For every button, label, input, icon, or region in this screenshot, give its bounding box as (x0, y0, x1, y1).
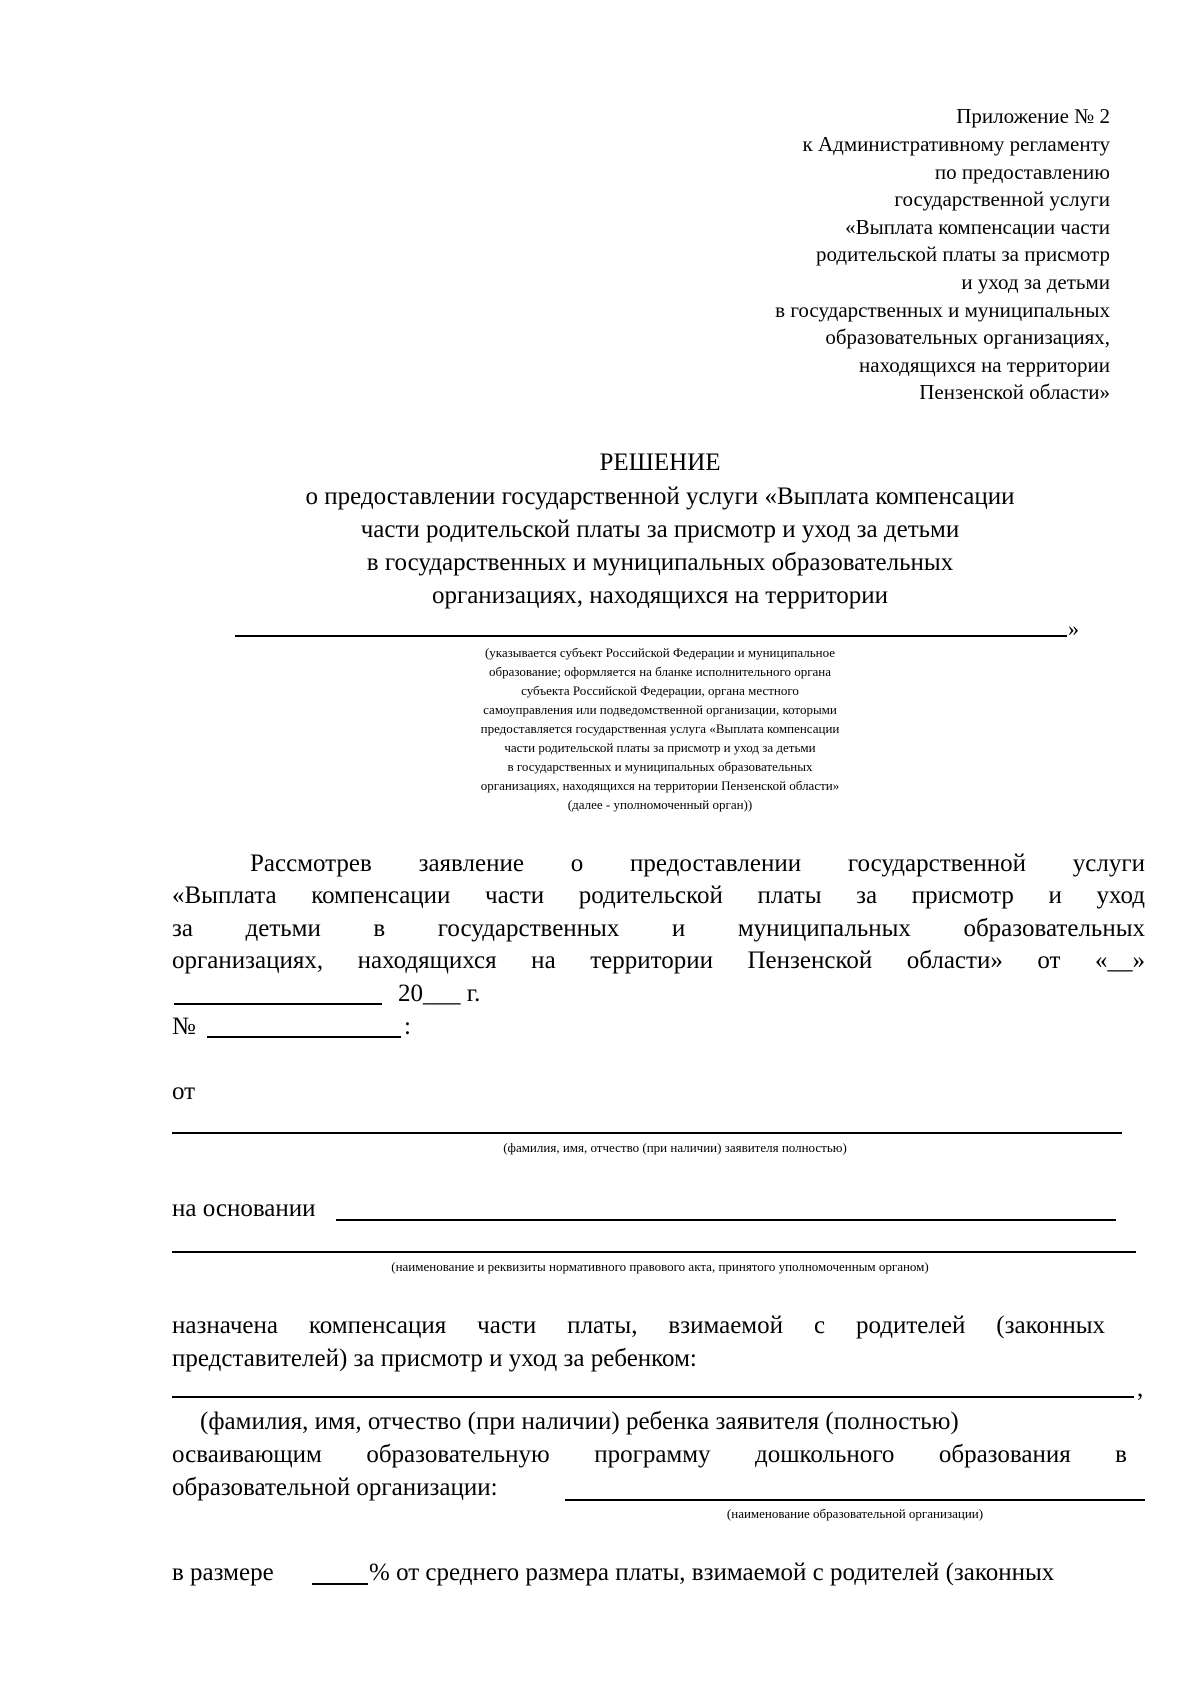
note-line: части родительской платы за присмотр и уход за детьми (504, 740, 816, 755)
title-line: организациях, находящихся на территории (431, 582, 889, 609)
title-line: о предоставлении государственной услуги «Выплата компенсации (305, 483, 1015, 510)
child-blank-line (172, 1396, 1134, 1398)
note-line: организациях, находящихся на территории Пензенской области» (480, 778, 840, 793)
territory-blank-line (235, 635, 1067, 637)
number-suffix: : (404, 1013, 411, 1040)
body-line: за детьми в государственных и муниципальных образовательных (172, 915, 1145, 942)
title-heading: РЕШЕНИЕ (599, 449, 721, 476)
basis-blank-line-2 (172, 1251, 1136, 1253)
child-comma: , (1137, 1375, 1144, 1402)
appendix-line: Приложение № 2 (956, 104, 1110, 128)
org-blank-line (565, 1499, 1145, 1501)
appendix-line: Пензенской области» (919, 380, 1110, 404)
note-line: образование; оформляется на бланке исполнительного органа (488, 664, 832, 679)
title-line: в государственных и муниципальных образовательных (366, 549, 954, 576)
body-line: осваивающим образовательную программу дошкольного образования в (172, 1441, 1127, 1468)
size-prefix: в размере (172, 1559, 274, 1586)
note-line: самоуправления или подведомственной организации, которыми (483, 702, 837, 717)
size-suffix: % от среднего размера платы, взимаемой с родителей (законных (369, 1559, 1055, 1586)
from-label: от (172, 1078, 196, 1105)
appendix-line: к Административному регламенту (802, 132, 1110, 156)
body-line: образовательной организации: (172, 1474, 498, 1501)
appendix-line: образовательных организациях, (825, 325, 1110, 349)
appendix-line: находящихся на территории (859, 353, 1110, 377)
number-blank-line (207, 1036, 401, 1038)
basis-blank-line (336, 1219, 1116, 1221)
title-line: части родительской платы за присмотр и уход за детьми (360, 516, 960, 543)
title-closing-quote: » (1068, 616, 1079, 641)
body-line: организациях, находящихся на территории Пензенской области» от «__» (172, 947, 1145, 974)
body-line: «Выплата компенсации части родительской платы за присмотр и уход (172, 882, 1145, 909)
basis-label: на основании (172, 1195, 316, 1222)
note-line: (указывается субъект Российской Федерации и муниципальное (484, 645, 836, 660)
number-prefix: № (172, 1013, 196, 1040)
appendix-line: по предоставлению (934, 160, 1110, 184)
date-year: 20___ г. (398, 980, 481, 1007)
note-line: предоставляется государственная услуга «Выплата компенсации (480, 721, 840, 736)
appendix-line: в государственных и муниципальных (775, 298, 1110, 322)
applicant-blank-line (172, 1132, 1122, 1134)
percent-blank-line (312, 1583, 368, 1585)
note-line: в государственных и муниципальных образовательных (507, 759, 813, 774)
body-line: Рассмотрев заявление о предоставлении государственной услуги (250, 850, 1145, 877)
appendix-line: «Выплата компенсации части (845, 215, 1110, 239)
applicant-note: (фамилия, имя, отчество (при наличии) заявителя полностью) (503, 1140, 847, 1155)
basis-note: (наименование и реквизиты нормативного правового акта, принятого уполномоченным органом) (391, 1259, 929, 1274)
date-blank-line (174, 1003, 382, 1005)
child-note: (фамилия, имя, отчество (при наличии) ребенка заявителя (полностью) (200, 1408, 959, 1435)
appendix-line: государственной услуги (894, 187, 1110, 211)
note-line: (далее - уполномоченный орган)) (567, 797, 753, 812)
org-note: (наименование образовательной организации) (726, 1506, 984, 1521)
appendix-line: родительской платы за присмотр (816, 242, 1110, 266)
body-line: представителей) за присмотр и уход за ребенком: (172, 1345, 697, 1372)
body-line: назначена компенсация части платы, взимаемой с родителей (законных (172, 1312, 1105, 1339)
note-line: субъекта Российской Федерации, органа местного (521, 683, 799, 698)
appendix-line: и уход за детьми (961, 270, 1110, 294)
